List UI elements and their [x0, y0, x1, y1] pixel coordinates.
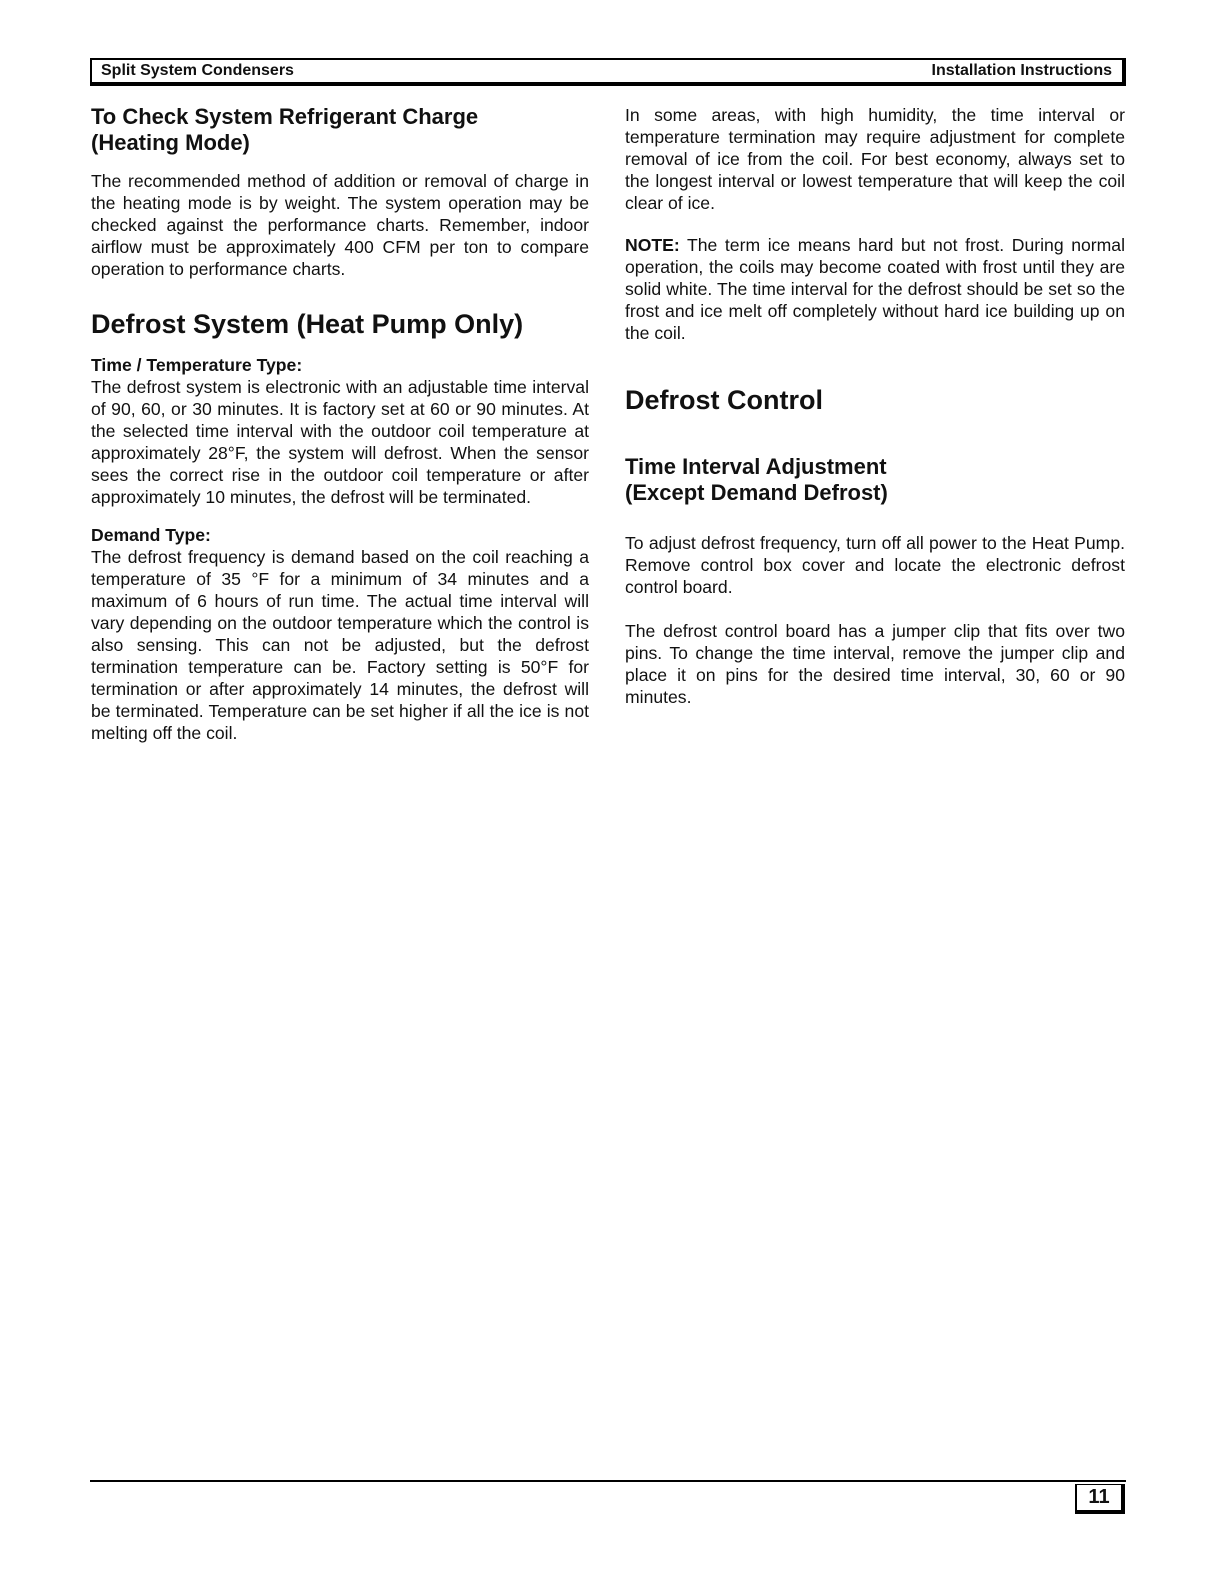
paragraph-time-temperature: The defrost system is electronic with an adjustable time interval of 90, 60, or 30 minutes. It is factory set at 60 or 90 minutes. At the selected time interval with the outdoor coil temperature at approximately 28°F, the system will defrost. When the sensor sees the correct rise in the outdoor coil temperature or after approximately 10 minutes, the defrost will be terminated.	[91, 377, 589, 507]
heading-time-interval-line2: (Except Demand Defrost)	[625, 480, 888, 505]
page-header	[90, 58, 1126, 86]
right-column	[625, 104, 1125, 708]
page-number: 11	[1075, 1484, 1125, 1514]
paragraph-demand: The defrost frequency is demand based on the coil reaching a temperature of 35 °F for a minimum of 34 minutes and a maximum of 6 hours of run time. The actual time interval will vary depending on the outdoor temperature which the control is also sensing. This can not be adjusted, but the defrost termination temperature can be. Factory setting is 50°F for termination or after approximately 14 minutes, the defrost will be terminated. Temperature can be set higher if all the ice is not melting off the coil.	[91, 547, 589, 743]
header-left-title: Split System Condensers	[101, 62, 294, 79]
note-text: The term ice means hard but not frost. During normal operation, the coils may become coated with frost until they are solid white. The time interval for the defrost should be set so the frost and ice melt off completely without hard ice building up on the coil.	[625, 235, 1125, 343]
header-right-title: Installation Instructions	[931, 62, 1112, 79]
heading-time-interval-adjustment	[625, 454, 1125, 506]
heading-time-interval-line1: Time Interval Adjustment	[625, 454, 887, 479]
heading-defrost-system: Defrost System (Heat Pump Only)	[91, 309, 524, 339]
note-label: NOTE:	[625, 235, 680, 255]
paragraph-humidity: In some areas, with high humidity, the time interval or temperature termination may require adjustment for complete removal of ice from the coil. For best economy, always set to the longest interval or lowest temperature that will keep the coil clear of ice.	[625, 105, 1125, 213]
heading-defrost-control: Defrost Control	[625, 385, 823, 415]
paragraph-note	[625, 234, 1125, 344]
heading-demand-type: Demand Type:	[91, 525, 211, 545]
left-column	[91, 104, 589, 744]
paragraph-jumper: The defrost control board has a jumper clip that fits over two pins. To change the time interval, remove the jumper clip and place it on pins for the desired time interval, 30, 60 or 90 minutes.	[625, 621, 1125, 707]
footer-rule	[90, 1480, 1126, 1482]
paragraph-adjust: To adjust defrost frequency, turn off all power to the Heat Pump. Remove control box cover and locate the electronic defrost control board.	[625, 533, 1125, 597]
paragraph-charge: The recommended method of addition or removal of charge in the heating mode is by weight. The system operation may be checked against the performance charts. Remember, indoor airflow must be approximately 400 CFM per ton to compare operation to performance charts.	[91, 171, 589, 279]
heading-check-refrigerant-charge: To Check System Refrigerant Charge (Heating Mode)	[91, 104, 479, 155]
heading-time-temperature-type: Time / Temperature Type:	[91, 355, 303, 375]
